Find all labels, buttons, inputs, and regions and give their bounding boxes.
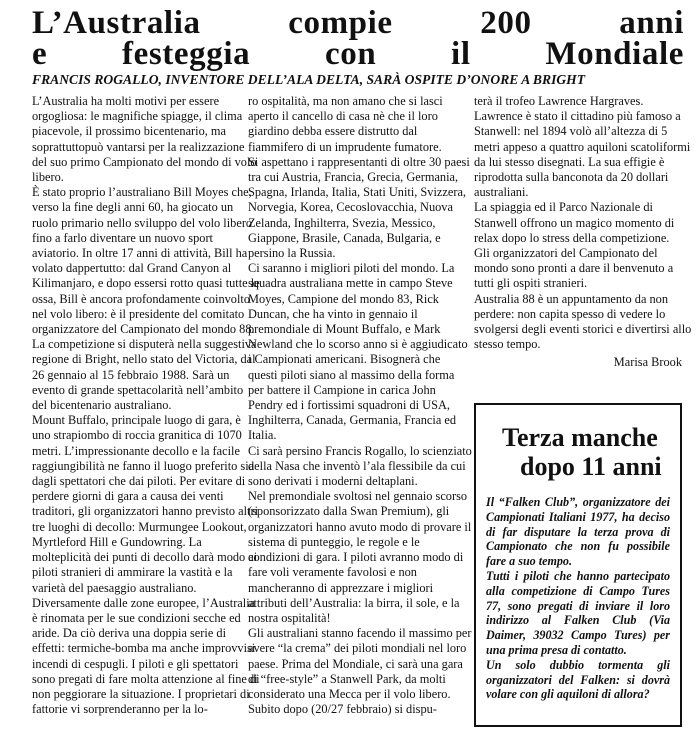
paragraph: L’Australia ha molti motivi per essere orgogliosa: le magnifiche spiagge, il clima piacevole, il prossimo bicentenario, ma soprattuttopuò vantarsi per la realizzazione del suo primo Campionato del mondo di volo libero. bbox=[32, 94, 257, 185]
paragraph: terà il trofeo Lawrence Hargraves. Lawrence è stato il cittadino più famoso a Stanwell: nel 1894 volò all’altezza di 5 metri appeso a quattro aquiloni scatoliformi da lui stesso disegnati. La sua effigie è riprodotta sulla banconota da 20 dollari australiani. bbox=[474, 94, 691, 200]
article-column-1 bbox=[32, 94, 260, 717]
subtitle: FRANCIS ROGALLO, INVENTORE DELL’ALA DELTA, SARÀ OSPITE D’ONORE A BRIGHT bbox=[32, 72, 586, 87]
author-signature: Marisa Brook bbox=[613, 355, 682, 369]
article-column-3 bbox=[474, 94, 692, 352]
paragraph: Gli organizzatori del Campionato del mondo sono pronti a dare il benvenuto a tutti gli ospiti stranieri. bbox=[474, 246, 674, 291]
sidebar-title-line-2: dopo 11 anni bbox=[520, 452, 662, 481]
paragraph: ro ospitalità, ma non amano che si lasci aperto il cancello di casa nè che il loro giardino debba essere distrutto dal fiammifero di un imprudente fumatore. bbox=[248, 94, 443, 154]
headline-line-2: e festeggia con il Mondiale bbox=[32, 36, 684, 72]
article-column-2 bbox=[248, 94, 472, 717]
headline-line-1: L’Australia compie 200 anni bbox=[32, 5, 684, 41]
paragraph: È stato proprio l’australiano Bill Moyes che, verso la fine degli anni 60, ha giocato un ruolo primario nello sviluppo del volo libero fino a farlo diventare un nuovo sport aviatorio. In oltre 17 anni di attività, Bill ha volato dappertutto: dal Grand Canyon al Kilimanjaro, e dopo essersi rotto quasi tutte le ossa, Bill è ancora profondamente coinvolto nel volo libero: è il presidente del comitato organizzatore del Campionato del mondo 88. bbox=[32, 185, 260, 337]
paragraph: Mount Buffalo, principale luogo di gara, è uno strapiombo di roccia granitica di 1070 metri. L’impressionante decollo e la facile raggiungibilità ne fanno il luogo preferito sia dagli spettatori che dai piloti. Per evitare di perdere giorni di gara a causa dei venti traditori, gli organizzatori hanno previsto altri tre luoghi di decollo: Murmungee Lookout, Myrtleford Hill e Gundowring. La molteplicità dei punti di decollo darà modo ai piloti stranieri di ammirare la vastità e la varietà del paesaggio australiano. Diversamente dalle zone europee, l’Australia è rinomata per le sue condizioni secche ed aride. Da ciò deriva una doppia serie di effetti: termiche-bomba ma anche improvvisi incendi di cespugli. I piloti e gli spettatori sono pregati di fare molta attenzione al fine di non peggiorare la situazione. I proprietari di fattorie vi sorprenderanno per la lo- bbox=[32, 413, 260, 717]
paragraph: Australia 88 è un appuntamento da non perdere: non capita spesso di vedere lo svolgersi degli eventi storici e divertirsi allo stesso tempo. bbox=[474, 291, 692, 352]
paragraph: La spiaggia ed il Parco Nazionale di Stanwell offrono un magico momento di relax dopo lo stress della competizione. bbox=[474, 200, 675, 245]
paragraph: Ci saranno i migliori piloti del mondo. La squadra australiana mette in campo Steve Moyes, Campione del mondo 83, Rick Duncan, che ha vinto in gennaio il premondiale di Mount Buffalo, e Mark Newland che lo scorso anno si è aggiudicato i Campionati americani. Bisognerà che questi piloti siano al massimo della forma per battere il Campione in carica John Pendry ed i fortissimi squadroni di USA, Inghilterra, Canada, Germania, Francia ed Italia. bbox=[248, 261, 468, 443]
paragraph: Gli australiani stanno facendo il massimo per avere “la crema” dei piloti mondiali nel loro paese. Prima del Mondiale, ci sarà una gara di “free-style” a Stanwell Park, da molti considerato una Mecca per il volo libero. Subito dopo (20/27 febbraio) si dispu- bbox=[248, 626, 472, 717]
headline bbox=[0, 0, 700, 70]
paragraph: Nel premondiale svoltosi nel gennaio scorso (sponsorizzato dalla Swan Premium), gli organizzatori hanno avuto modo di provare il sistema di punteggio, le regole e le condizioni di gara. I piloti avranno modo di fare voli veramente favolosi e non mancheranno di apprezzare i migliori attributi dell’Australia: la birra, il sole, e la nostra ospitalità! bbox=[248, 489, 472, 625]
sidebar-body: Il “Falken Club”, organizzatore dei Campionati Italiani 1977, ha deciso di far disputare la terza prova di Campionato che non fu possibile fare a suo tempo. Tutti i piloti che hanno partecipato alla competizione di Campo Tures 77, sono pregati di inviare il loro indirizzo al Falken Club (Via Daimer, 39032 Campo Tures) per una prima presa di contatto. Un solo dubbio tormenta gli organizzatori del Falken: si dovrà volare con gli aquiloni di allora? bbox=[486, 495, 670, 702]
paragraph: La competizione si disputerà nella suggestiva regione di Bright, nello stato del Victoria, dal 26 gennaio al 15 febbraio 1988. Sarà un evento di grande spettacolarità nell’ambito del bicentenario australiano. bbox=[32, 337, 257, 413]
sidebar-title-line-1: Terza manche bbox=[502, 423, 658, 452]
paragraph: Ci sarà persino Francis Rogallo, lo scienziato della Nasa che inventò l’ala flessibile da cui sono derivati i moderni deltaplani. bbox=[248, 443, 472, 489]
paragraph: Si aspettano i rappresentanti di oltre 30 paesi tra cui Austria, Francia, Grecia, Germania, Spagna, Irlanda, Italia, Stati Uniti, Svizzera, Norvegia, Korea, Cecoslovacchia, Nuova Zelanda, Inghilterra, Svezia, Messico, Giappone, Brasile, Canada, Bulgaria, e persino la Russia. bbox=[248, 154, 470, 261]
sidebar-box bbox=[474, 403, 682, 727]
